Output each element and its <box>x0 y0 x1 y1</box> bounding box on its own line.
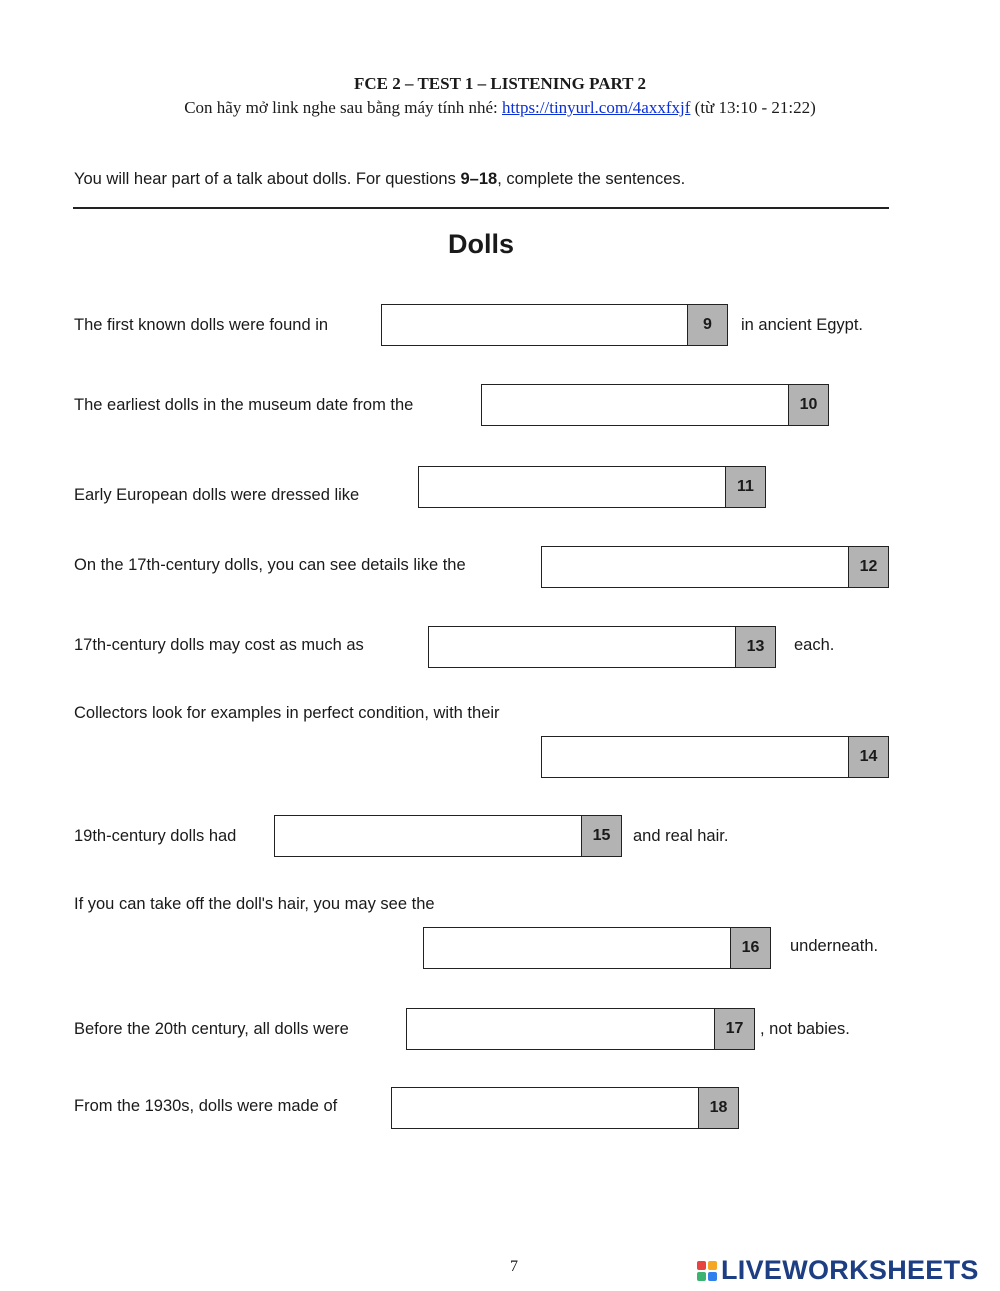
question-18-text: From the 1930s, dolls were made of <box>74 1097 338 1115</box>
question-number-13: 13 <box>735 627 775 667</box>
subtitle-suffix: (từ 13:10 - 21:22) <box>694 98 816 117</box>
answer-box-16[interactable] <box>423 927 771 969</box>
answer-box-11[interactable] <box>418 466 766 508</box>
logo-block <box>708 1272 717 1281</box>
question-9-after: in ancient Egypt. <box>741 316 863 334</box>
worksheet-title: FCE 2 – TEST 1 – LISTENING PART 2 <box>354 74 646 93</box>
answer-box-15[interactable] <box>274 815 622 857</box>
question-range: 9–18 <box>460 170 498 188</box>
logo-block <box>697 1272 706 1281</box>
intro-text-end: , complete the sentences. <box>497 170 686 188</box>
question-number-14: 14 <box>848 737 888 777</box>
answer-box-13[interactable] <box>428 626 776 668</box>
section-heading: Dolls <box>447 229 514 259</box>
question-9-text: The first known dolls were found in <box>74 316 329 334</box>
question-16-after: underneath. <box>790 937 879 955</box>
subtitle-prefix: Con hãy mở link nghe sau bằng máy tính nhé: <box>184 98 498 117</box>
question-number-11: 11 <box>725 467 765 507</box>
question-15-after: and real hair. <box>633 827 729 845</box>
question-number-18: 18 <box>698 1088 738 1128</box>
question-13-after: each. <box>794 636 835 654</box>
logo-block <box>697 1261 706 1270</box>
question-14-text: Collectors look for examples in perfect condition, with their <box>74 704 500 722</box>
question-number-10: 10 <box>788 385 828 425</box>
audio-link[interactable]: https://tinyurl.com/4axxfxjf <box>502 98 691 117</box>
question-13-text: 17th-century dolls may cost as much as <box>74 636 364 654</box>
logo-block <box>708 1261 717 1270</box>
answer-box-9[interactable] <box>381 304 728 346</box>
question-11-text: Early European dolls were dressed like <box>74 486 360 504</box>
question-number-16: 16 <box>730 928 770 968</box>
intro-text: You will hear part of a talk about dolls. For questions <box>74 170 456 188</box>
question-number-15: 15 <box>581 816 621 856</box>
logo-blocks-icon <box>697 1261 717 1281</box>
question-number-9: 9 <box>687 305 727 345</box>
question-15-text: 19th-century dolls had <box>74 827 237 845</box>
question-number-17: 17 <box>714 1009 754 1049</box>
answer-box-14[interactable] <box>541 736 889 778</box>
question-17-text: Before the 20th century, all dolls were <box>74 1020 349 1038</box>
answer-box-18[interactable] <box>391 1087 739 1129</box>
divider <box>73 207 889 209</box>
question-16-text: If you can take off the doll's hair, you may see the <box>74 895 435 913</box>
listening-instructions <box>0 98 1000 118</box>
answer-box-10[interactable] <box>481 384 829 426</box>
logo-text: LIVEWORKSHEETS <box>721 1255 979 1285</box>
page-number: 7 <box>510 1258 518 1275</box>
answer-box-12[interactable] <box>541 546 889 588</box>
question-12-text: On the 17th-century dolls, you can see details like the <box>74 556 466 574</box>
question-17-after: , not babies. <box>760 1020 850 1038</box>
answer-box-17[interactable] <box>406 1008 755 1050</box>
liveworksheets-logo <box>697 1255 979 1286</box>
question-number-12: 12 <box>848 547 888 587</box>
question-10-text: The earliest dolls in the museum date from the <box>74 396 414 414</box>
task-instruction <box>74 170 685 189</box>
